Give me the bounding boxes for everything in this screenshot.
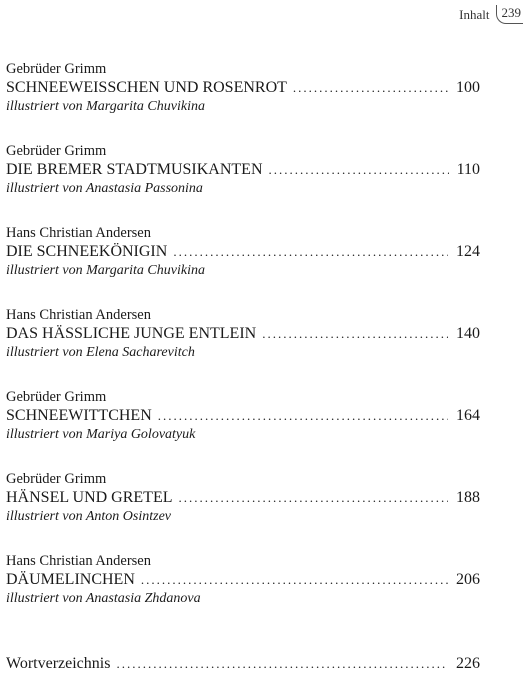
entry-title: DAS HÄSSLICHE JUNGE ENTLEIN [6, 325, 257, 342]
entry-page: 188 [456, 489, 480, 506]
glossary-entry[interactable] [6, 654, 480, 674]
entry-line [6, 78, 480, 98]
entry-title: SCHNEEWITTCHEN [6, 407, 152, 424]
entry-illustrator: illustriert von Margarita Chuvikina [6, 263, 205, 278]
entry-author: Hans Christian Andersen [6, 307, 151, 323]
entry-author: Hans Christian Andersen [6, 225, 151, 241]
entry-author: Gebrüder Grimm [6, 143, 107, 159]
entry-illustrator: illustriert von Anastasia Passonina [6, 181, 203, 196]
dot-leader [158, 406, 448, 426]
running-header [459, 5, 523, 24]
entry-illustrator: illustriert von Anton Osintzev [6, 509, 172, 524]
toc-entry[interactable] [6, 552, 480, 634]
entry-page: 140 [456, 325, 480, 342]
dot-leader [116, 654, 448, 674]
entry-line [6, 406, 480, 426]
glossary-title: Wortverzeichnis [6, 655, 111, 672]
entry-illustrator: illustriert von Elena Sacharevitch [6, 345, 195, 360]
toc-entry[interactable] [6, 142, 480, 224]
table-of-contents [6, 60, 480, 674]
dot-leader [141, 570, 448, 590]
entry-illustrator: illustriert von Anastasia Zhdanova [6, 591, 201, 606]
toc-entry[interactable] [6, 224, 480, 306]
entry-page: 124 [456, 243, 480, 260]
entry-author: Hans Christian Andersen [6, 553, 151, 569]
entry-title: SCHNEEWEISSCHEN UND ROSENROT [6, 79, 287, 96]
toc-entry[interactable] [6, 470, 480, 552]
section-title: Inhalt [459, 6, 490, 22]
toc-entry[interactable] [6, 306, 480, 388]
entry-illustrator: illustriert von Margarita Chuvikina [6, 99, 205, 114]
entry-title: DIE SCHNEEKÖNIGIN [6, 243, 168, 260]
entry-line [6, 324, 480, 344]
toc-entry[interactable] [6, 388, 480, 470]
entry-page: 110 [456, 161, 480, 178]
entry-page: 164 [456, 407, 480, 424]
entry-title: DÄUMELINCHEN [6, 571, 135, 588]
dot-leader [293, 78, 448, 98]
entry-line [6, 488, 480, 508]
entry-illustrator: illustriert von Mariya Golovatyuk [6, 427, 196, 442]
dot-leader [173, 242, 448, 262]
dot-leader [262, 324, 448, 344]
dot-leader [179, 488, 449, 508]
page-number: 239 [496, 5, 524, 24]
dot-leader [269, 160, 449, 180]
entry-line [6, 160, 480, 180]
entry-line [6, 242, 480, 262]
entry-title: HÄNSEL UND GRETEL [6, 489, 173, 506]
entry-author: Gebrüder Grimm [6, 471, 107, 487]
glossary-page: 226 [456, 655, 480, 672]
toc-entry[interactable] [6, 60, 480, 142]
entry-author: Gebrüder Grimm [6, 389, 107, 405]
entry-page: 206 [456, 571, 480, 588]
entry-page: 100 [456, 79, 480, 96]
entry-line [6, 570, 480, 590]
entry-author: Gebrüder Grimm [6, 61, 107, 77]
entry-title: DIE BREMER STADTMUSIKANTEN [6, 161, 263, 178]
